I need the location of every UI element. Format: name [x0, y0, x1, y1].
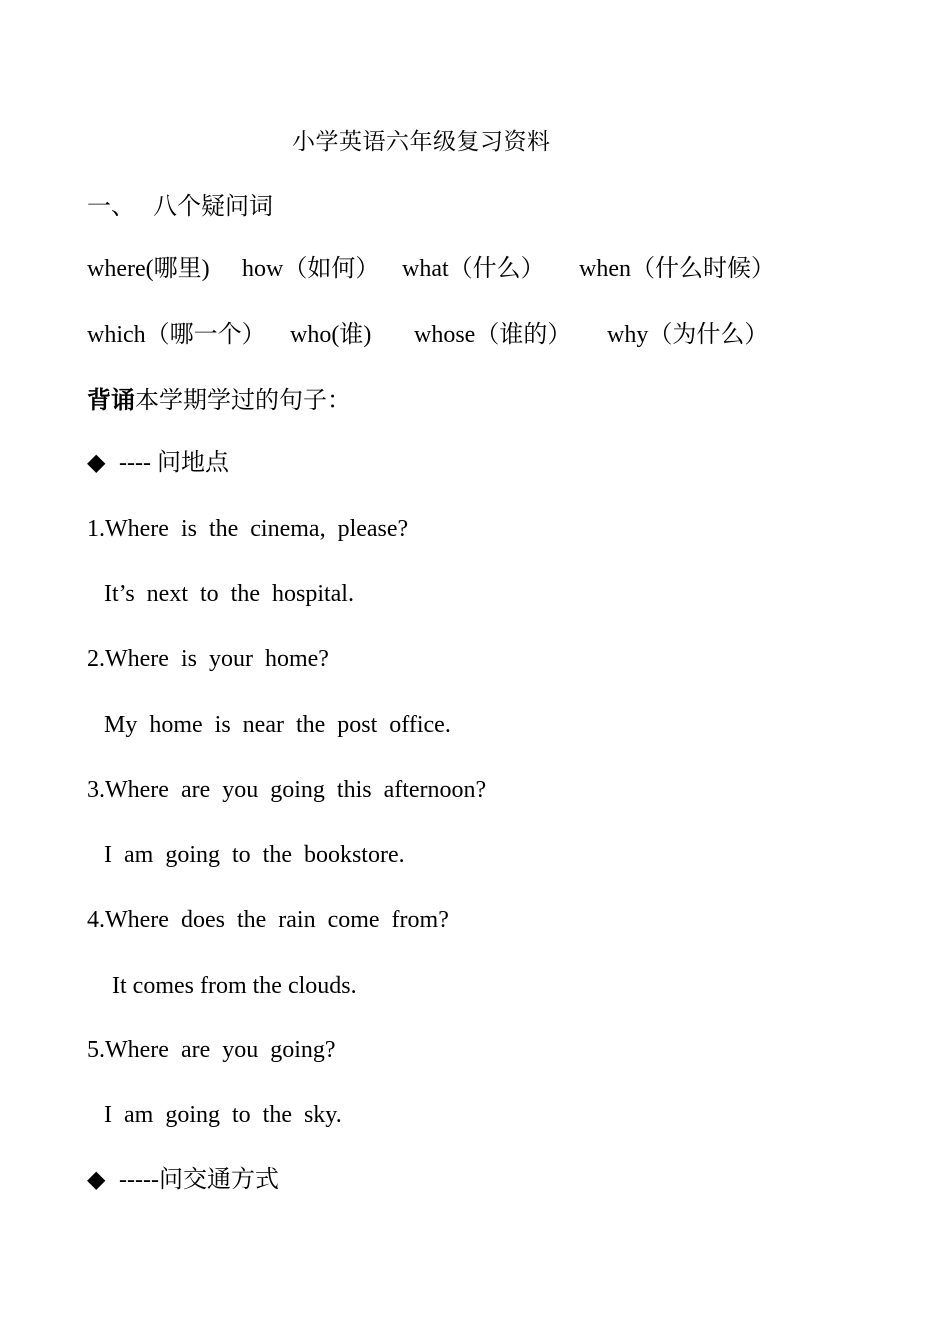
answer-2: My home is near the post office.	[104, 712, 451, 738]
question-word-whose: whose（谁的）	[414, 322, 572, 348]
question-3: 3.Where are you going this afternoon?	[87, 777, 487, 803]
question-word-how: how（如何）	[242, 256, 380, 282]
section-label: 八个疑问词	[153, 192, 273, 220]
question-word-why: why（为什么）	[607, 322, 769, 348]
section-heading	[87, 191, 273, 221]
section-number: 一、	[87, 192, 135, 220]
question-4: 4.Where does the rain come from?	[87, 907, 449, 933]
question-word-when: when（什么时候）	[579, 256, 775, 282]
question-5: 5.Where are you going?	[87, 1037, 336, 1063]
answer-1: It’s next to the hospital.	[104, 581, 354, 607]
group-heading-location	[87, 448, 229, 478]
group-label: -----问交通方式	[119, 1167, 279, 1193]
recite-instruction	[87, 385, 351, 416]
question-word-what: what（什么）	[402, 256, 545, 282]
question-word-which: which（哪一个）	[87, 322, 266, 348]
question-2: 2.Where is your home?	[87, 646, 329, 672]
question-1: 1.Where is the cinema, please?	[87, 516, 409, 542]
diamond-bullet-icon: ◆	[87, 450, 106, 476]
answer-4: It comes from the clouds.	[112, 973, 357, 999]
question-word-where: where(哪里)	[87, 256, 210, 282]
group-label: ---- 问地点	[119, 450, 229, 476]
recite-bold: 背诵	[87, 386, 135, 414]
page-title: 小学英语六年级复习资料	[292, 129, 551, 155]
answer-5: I am going to the sky.	[104, 1102, 342, 1128]
group-heading-transport	[87, 1165, 279, 1195]
diamond-bullet-icon: ◆	[87, 1167, 106, 1193]
question-word-who: who(谁)	[290, 322, 372, 348]
answer-3: I am going to the bookstore.	[104, 842, 405, 868]
recite-rest: 本学期学过的句子：	[135, 388, 351, 414]
